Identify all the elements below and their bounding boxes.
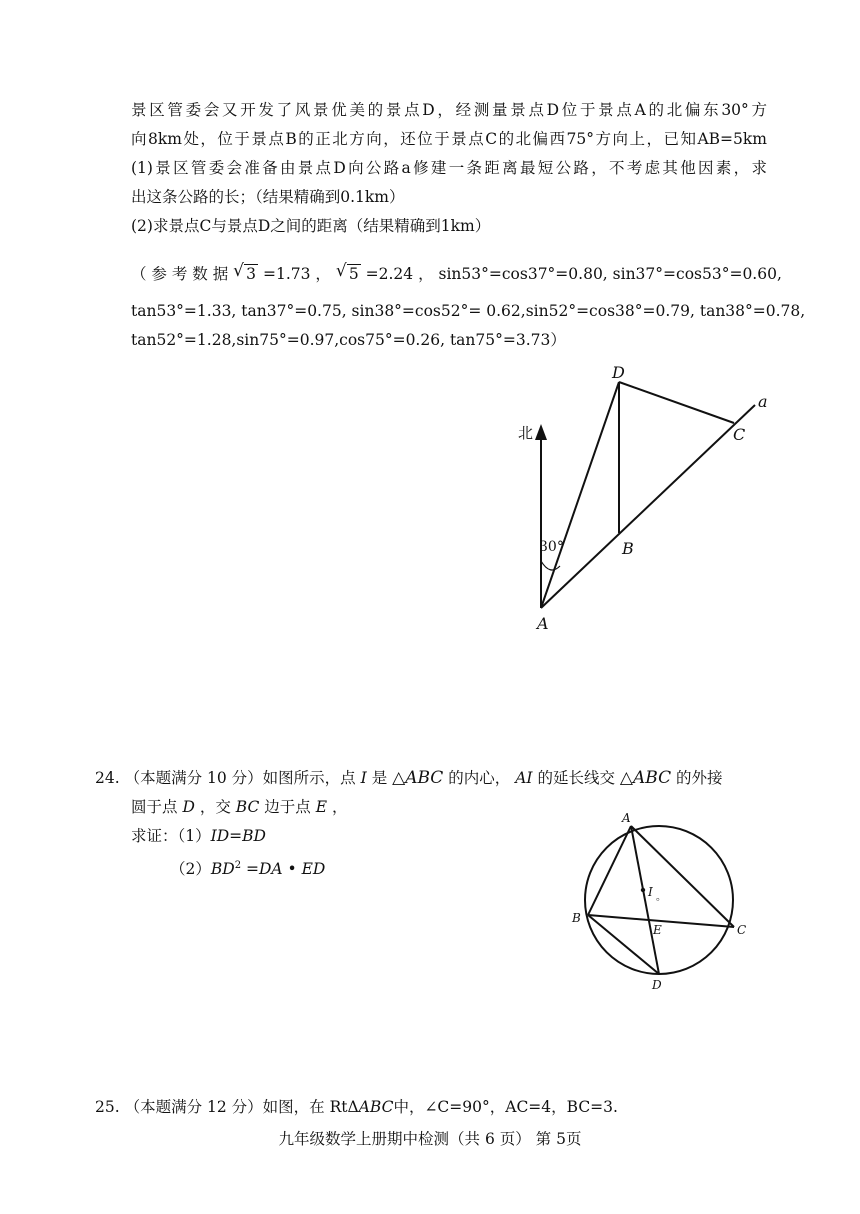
q23-part1-line-2: 出这条公路的长；（结果精确到0.1km）	[131, 188, 405, 206]
q23-reference-line-2: tan53°=1.33, tan37°=0.75, sin38°=cos52°= 0.62,sin52°=cos38°=0.79, tan38°=0.78,	[131, 302, 806, 320]
label-angle: 30°	[539, 539, 564, 555]
q23-part1-line-1: (1)景区管委会准备由景点D向公路a修建一条距离最短公路，不考虑其他因素，求	[131, 159, 767, 177]
page-footer: 九年级数学上册期中检测（共 6 页） 第 5页	[278, 1130, 582, 1148]
q24-line-1: 24. （本题满分 10 分）如图所示，点 I 是 △ABC 的内心， AI 的延长线交 △ABC 的外接	[95, 768, 723, 788]
label-c: C	[733, 425, 746, 444]
label-a: A	[622, 811, 631, 825]
q23-reference-line-3: tan52°=1.28,sin75°=0.97,cos75°=0.26, tan75°=3.73）	[131, 331, 566, 349]
q23-part2: (2)求景点C与景点D之间的距离（结果精确到1km）	[131, 217, 491, 235]
label-b: B	[622, 539, 634, 558]
label-d: D	[612, 363, 625, 382]
sqrt3: √ 3	[233, 261, 257, 283]
label-e: E	[653, 923, 662, 937]
point-i	[641, 888, 645, 892]
ref-sqrt5-value: =2.24 ， sin53°=cos37°=0.80, sin37°=cos53°=0.60,	[365, 265, 782, 283]
label-road-a: a	[758, 392, 768, 411]
ref-sqrt3-value: =1.73 ，	[262, 265, 331, 283]
label-d: D	[652, 978, 662, 992]
q24-line-2: 圆于点 D ，交 BC 边于点 E ，	[131, 798, 348, 816]
label-a: A	[537, 614, 549, 633]
q25-line-1: 25. （本题满分 12 分）如图，在 RtΔABC中，∠C=90°，AC=4，BC=3.	[95, 1098, 618, 1116]
label-i: I	[648, 885, 653, 899]
q24-prove-1: 求证：（1）ID=BD	[131, 827, 266, 845]
sqrt5: √ 5	[335, 261, 359, 283]
q24-prove-2: $(2)BD^2 =DA$ • ED	[170, 860, 326, 879]
label-c: C	[737, 923, 747, 937]
segment-ab	[588, 826, 631, 915]
label-b: B	[572, 911, 581, 925]
q23-line-2: 向8km处，位于景点B的正北方向，还位于景点C的北偏西75°方向上，已知AB=5km	[131, 130, 767, 148]
q24-number: 24.	[95, 769, 120, 787]
label-circle-mark: 。	[656, 892, 666, 903]
ref-open: （ 参 考 数 据	[131, 265, 229, 283]
q25-number: 25.	[95, 1098, 120, 1116]
label-north: 北	[518, 424, 534, 442]
q23-line-1: 景区管委会又开发了风景优美的景点D，经测量景点D位于景点A的北偏东30°方	[131, 101, 767, 119]
